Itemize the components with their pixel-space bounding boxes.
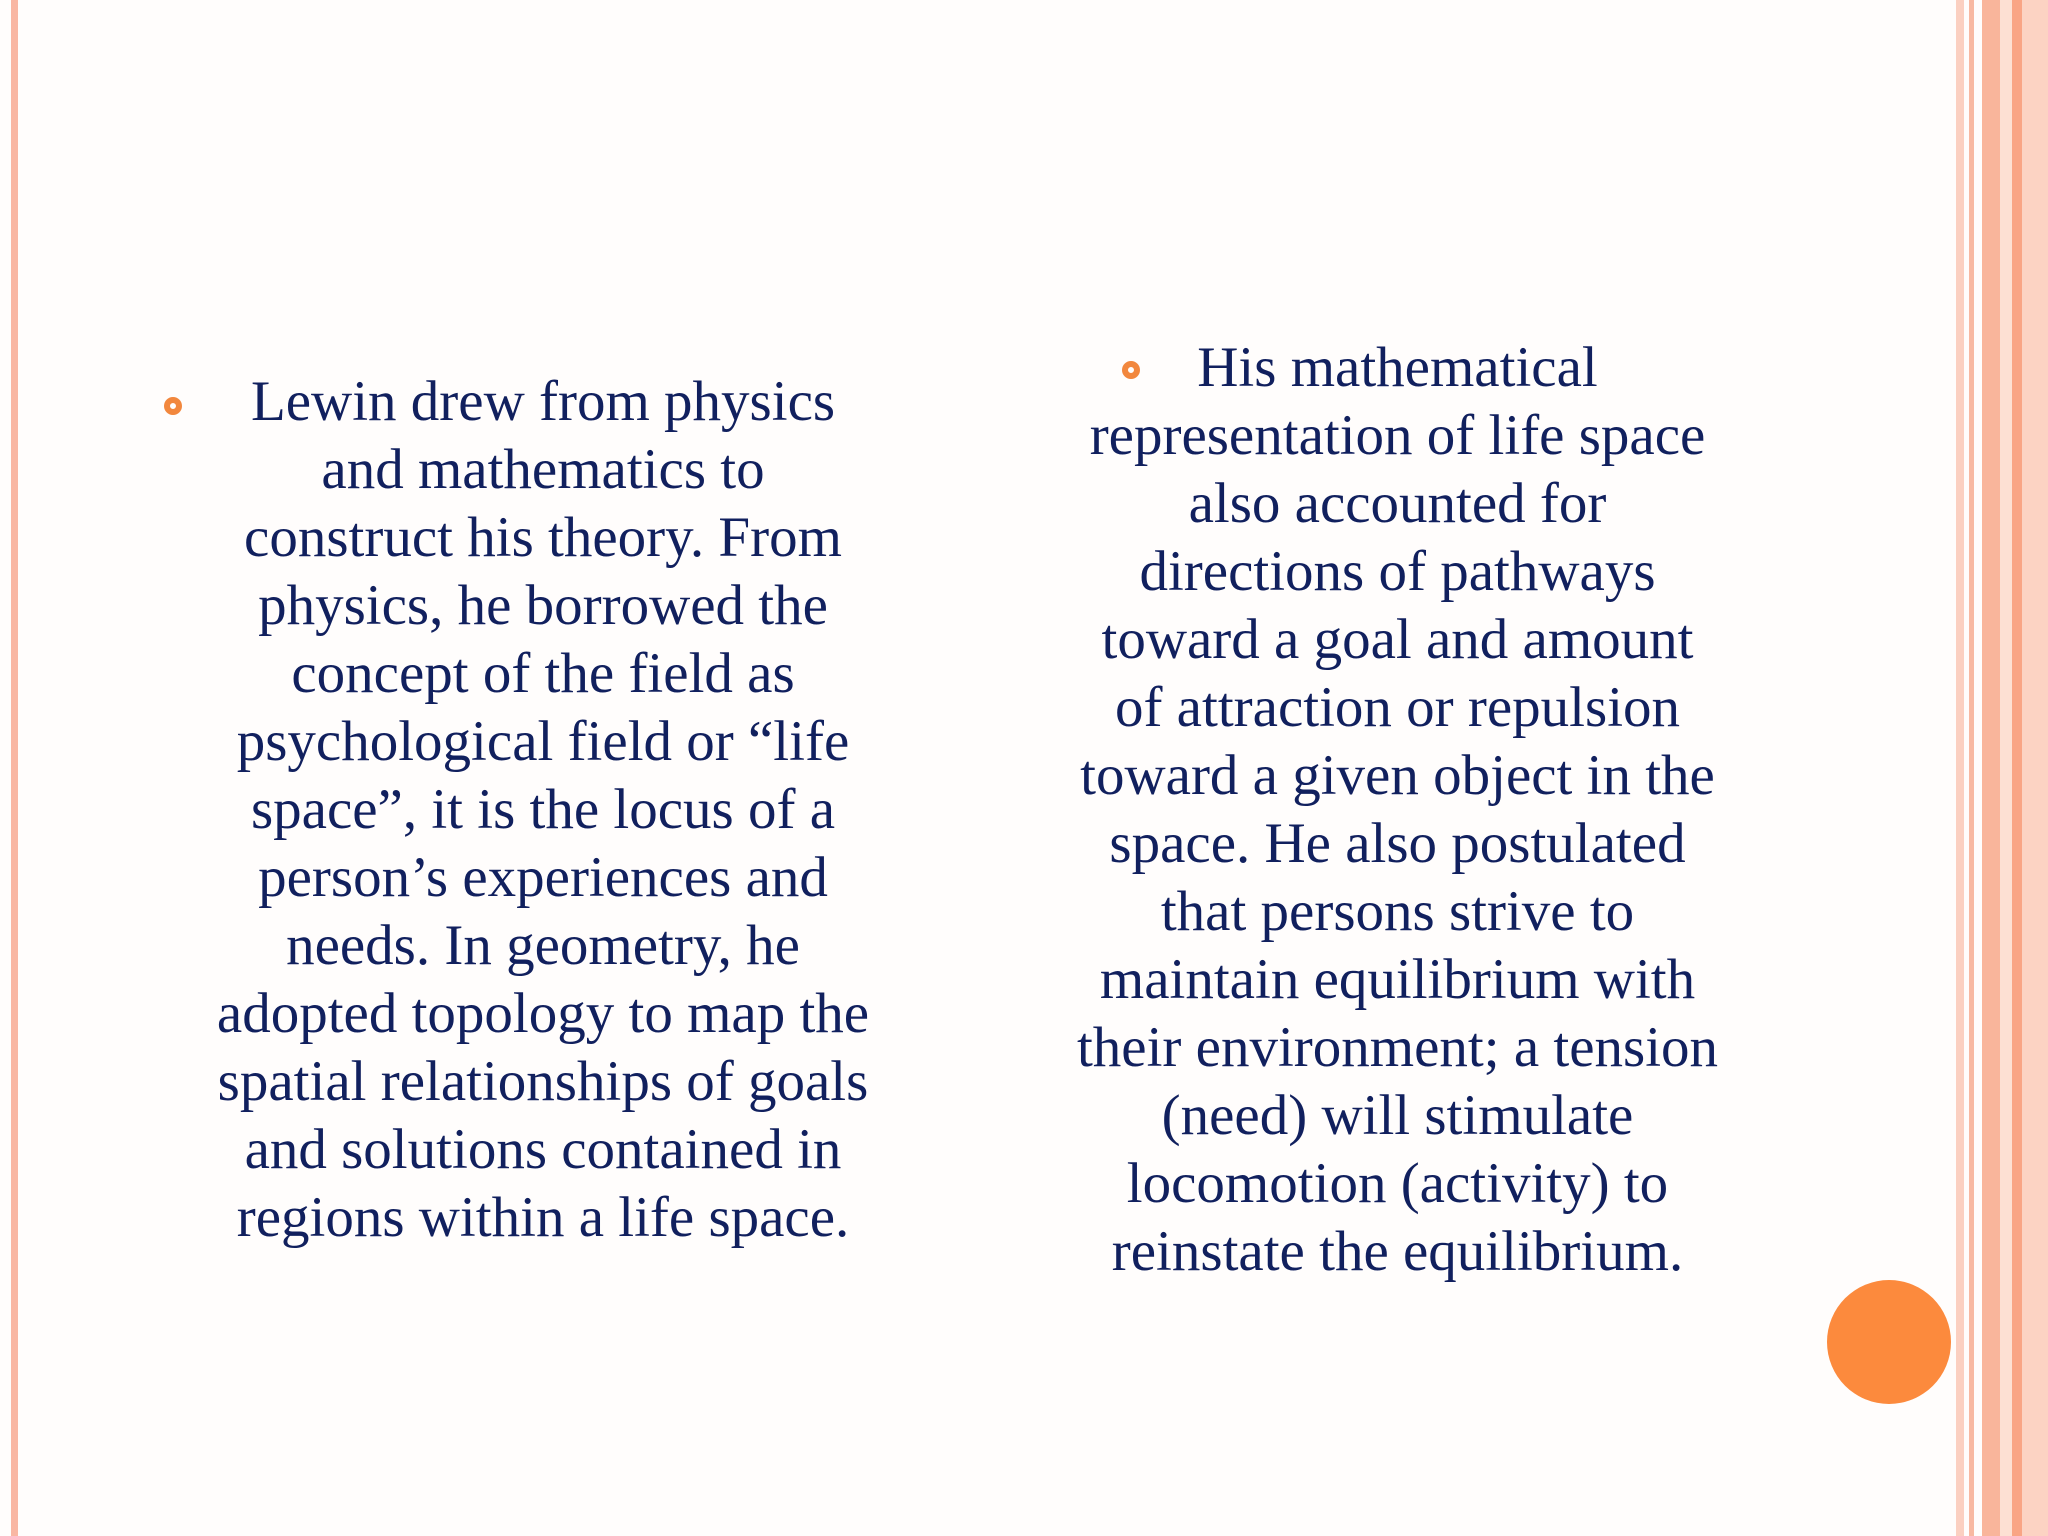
right-border-stripe: [1956, 0, 1964, 1536]
right-border-stripe: [2022, 0, 2048, 1536]
right-border-stripe: [1982, 0, 2000, 1536]
left-border-stripe: [11, 0, 18, 1536]
decorative-circle: [1827, 1280, 1951, 1404]
right-border-stripe: [2012, 0, 2022, 1536]
right-column-text: His mathematical representation of life space also accounted for directions of pathways toward a goal and amount of attraction or repulsion toward a given object in the space. He also postulated that persons strive to maintain equilibrium with their environment; a tension (need) will stimulate locomotion (activity) to reinstate the equilibrium.: [1076, 336, 1719, 1283]
right-border-stripe: [2000, 0, 2012, 1536]
left-column-text: Lewin drew from physics and mathematics to construct his theory. From physics, he borrowed the concept of the field as psychological field or “life space”, it is the locus of a person’s experiences and needs. In geometry, he adopted topology to map the spatial relationships of goals and solutions contained in regions within a life space.: [216, 370, 870, 1249]
right-border-stripe: [1969, 0, 1974, 1536]
